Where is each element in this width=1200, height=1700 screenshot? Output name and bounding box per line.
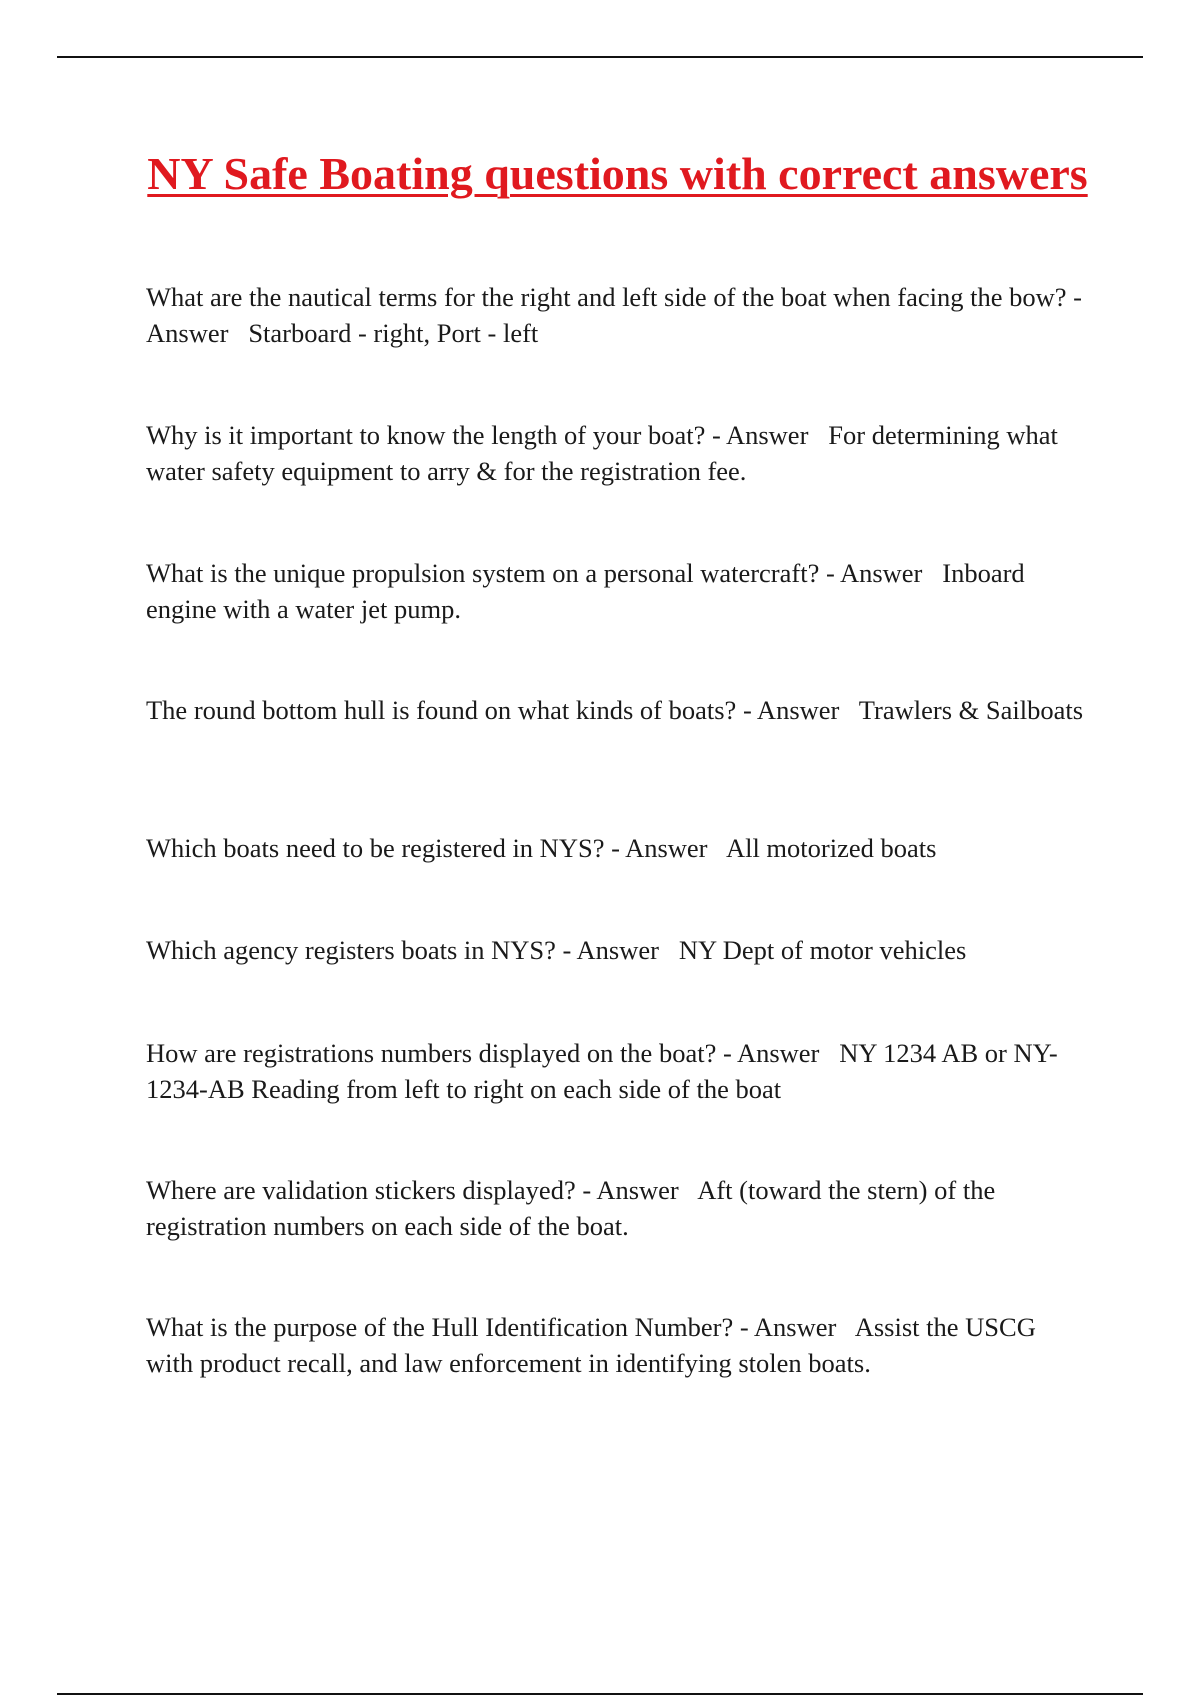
answer-text: NY Dept of motor vehicles: [678, 935, 967, 965]
qa-item: [146, 830, 1086, 866]
qa-item: [146, 692, 1086, 728]
qa-item: [146, 1172, 1086, 1244]
answer-label: - Answer: [742, 695, 840, 725]
qa-item: [146, 932, 1086, 968]
qa-item: [146, 417, 1086, 489]
answer-label: - Answer: [739, 1312, 837, 1342]
answer-label: - Answer: [611, 833, 708, 863]
answer-label: - Answer: [582, 1175, 679, 1205]
question-text: Which agency registers boats in NYS?: [146, 935, 556, 965]
answer-label: - Answer: [562, 935, 659, 965]
question-text: What is the purpose of the Hull Identification Number?: [146, 1312, 734, 1342]
question-text: What is the unique propulsion system on a personal watercraft?: [146, 558, 820, 588]
answer-text: Inboard engine with a water jet pump.: [146, 558, 1025, 624]
answer-label: - Answer: [711, 420, 809, 450]
answer-text: Starboard - right, Port - left: [248, 318, 539, 348]
answer-text: NY 1234 AB or NY-1234-AB Reading from left to right on each side of the boat: [146, 1038, 1058, 1104]
qa-item: [146, 279, 1086, 351]
qa-item: [146, 1309, 1086, 1381]
answer-label: - Answer: [825, 558, 923, 588]
answer-text: Aft (toward the stern) of the registration numbers on each side of the boat.: [146, 1175, 996, 1241]
document-title: NY Safe Boating questions with correct answers: [147, 148, 1088, 199]
question-text: What are the nautical terms for the right and left side of the boat when facing the bow?: [146, 282, 1067, 312]
question-text: Why is it important to know the length of your boat?: [146, 420, 706, 450]
footer-rule: [57, 1693, 1143, 1695]
qa-item: [146, 555, 1086, 627]
question-text: The round bottom hull is found on what kinds of boats?: [146, 695, 737, 725]
answer-text: All motorized boats: [725, 833, 937, 863]
answer-text: Assist the USCG with product recall, and law enforcement in identifying stolen boats.: [146, 1312, 1036, 1378]
header-rule: [57, 56, 1143, 58]
answer-label: - Answer: [722, 1038, 820, 1068]
answer-text: For determining what water safety equipment to arry & for the registration fee.: [146, 420, 1058, 486]
answer-label: - Answer: [146, 282, 1082, 348]
question-text: Where are validation stickers displayed?: [146, 1175, 576, 1205]
question-text: How are registrations numbers displayed on the boat?: [146, 1038, 717, 1068]
question-text: Which boats need to be registered in NYS?: [146, 833, 605, 863]
answer-text: Trawlers & Sailboats: [858, 695, 1084, 725]
qa-item: [146, 1035, 1086, 1107]
